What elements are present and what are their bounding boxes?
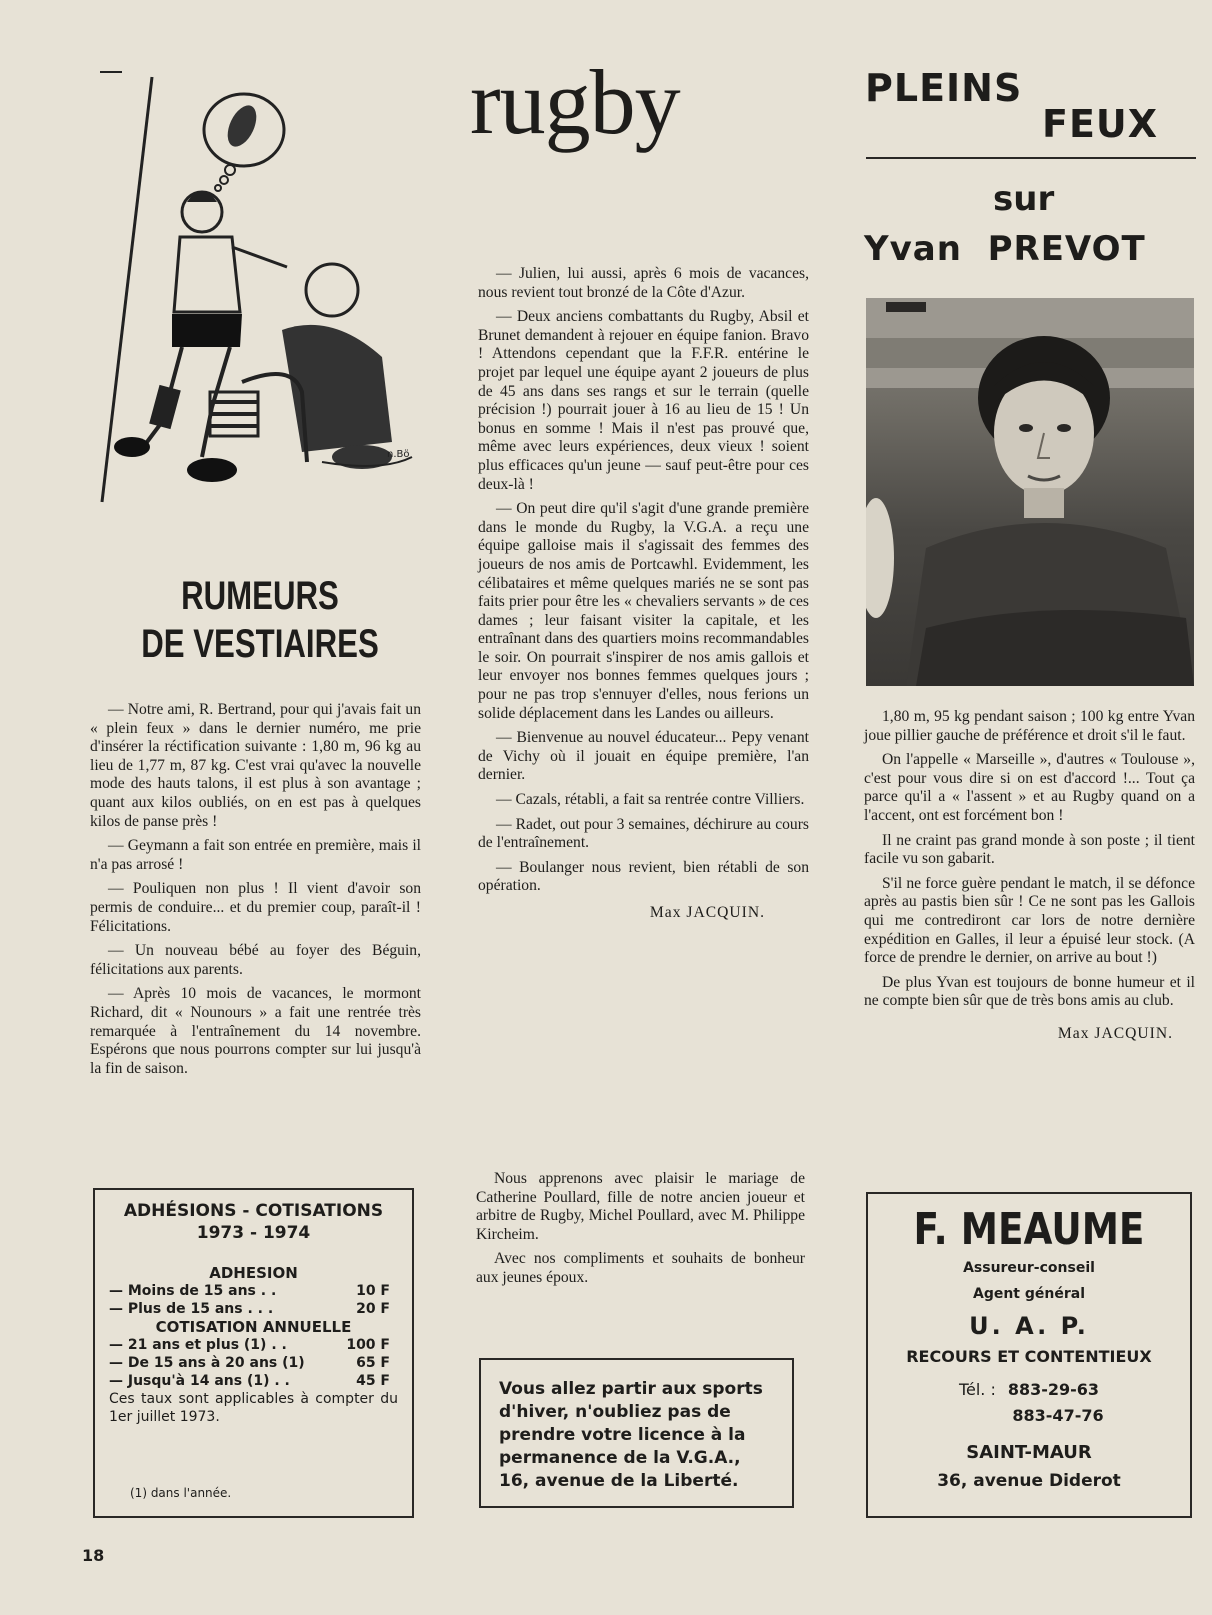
- advertiser-role: Assureur-conseil: [963, 1260, 1095, 1276]
- article-paragraph: — Radet, out pour 3 semaines, déchirure au cours de l'entraînement.: [478, 815, 809, 852]
- adhesion-box: [93, 1188, 414, 1518]
- signature: Max JACQUIN.: [1057, 1024, 1173, 1042]
- pleins-feux-heading: FEUX: [1042, 102, 1159, 146]
- advertiser-address: 36, avenue Diderot: [937, 1471, 1121, 1491]
- section-title: rugby: [470, 51, 680, 153]
- wedding-notice: [476, 1170, 805, 1294]
- winter-sports-notice: Vous allez partir aux sports d'hiver, n'oubliez pas de prendre votre licence à la permanence de la V.G.A., 16, avenue de la Liberté.: [479, 1358, 794, 1508]
- player-name-heading: Yvan PREVOT: [864, 229, 1146, 269]
- article-paragraph: — Julien, lui aussi, après 6 mois de vacances, nous revient tout bronzé de la Côte d'Azur.: [478, 265, 809, 301]
- fee-row: — Plus de 15 ans . . . 20 F: [109, 1301, 390, 1317]
- advertiser-service: RECOURS ET CONTENTIEUX: [906, 1347, 1152, 1366]
- rumeurs-heading: RUMEURS DE VESTIAIRES: [141, 574, 379, 666]
- article-paragraph: 1,80 m, 95 kg pendant saison ; 100 kg entre Yvan joue pillier gauche de préférence et droit s'il le faut.: [864, 708, 1195, 744]
- article-paragraph: — Deux anciens combattants du Rugby, Absil et Brunet demandent à rejouer en équipe fanion. Bravo ! Attendons cependant que la F.F.R. entérine le projet par lequel une équipe ayant 2 joueurs de plus de 45 ans dans ses rangs et sur le terrain (quelle précision !) pourrait jouer à 16 au lieu de 15 ! Un bonus en somme ! Mais il n'est pas prouvé que, même avec leurs expériences, deux vieux ! soient plus efficaces qu'un jeune — sauf peut-être pour ces deux-là !: [478, 308, 809, 493]
- fee-row: — 21 ans et plus (1) . . 100 F: [109, 1337, 390, 1353]
- article-paragraph: — On peut dire qu'il s'agit d'une grande première dans le monde du Rugby, la V.G.A. a reçu une équipe galloise mais il s'agissait des femmes des joueurs de nos amis de Portcawhl. Evidemment, les célibataires et même quelques mariés ne se sont pas faits prier pour être les « chevaliers servants » de ces dames ; leur faisant visiter la capitale, et les entraînant dans des quartiers moins recommandables le soir. On pourrait s'inspirer de nos amis gallois et leur envoyer nos bonnes femmes quelques jours ; pour ne pas trop s'ennuyer d'elles, nous ferions un solide déplacement dans les Landes ou ailleurs.: [478, 500, 809, 722]
- fee-row: — Jusqu'à 14 ans (1) . . 45 F: [109, 1373, 390, 1389]
- adhesion-heading: ADHESION: [209, 1264, 298, 1282]
- article-paragraph: — Cazals, rétabli, a fait sa rentrée contre Villiers.: [496, 791, 805, 809]
- player-photo: [866, 298, 1194, 686]
- player-article: [864, 708, 1195, 1044]
- article-paragraph: On l'appelle « Marseille », d'autres « Toulouse », c'est pour vous dire si on est d'accord !... Tout ça parce qu'il a « l'assent » et au Rugby quand on a l'accent, ont est forcément bon !: [864, 751, 1195, 824]
- rugby-cartoon-illustration: [92, 62, 432, 532]
- adhesion-season: 1973 - 1974: [196, 1223, 311, 1243]
- advertiser-company: U. A. P.: [969, 1312, 1089, 1340]
- fee-row: — De 15 ans à 20 ans (1) 65 F: [109, 1355, 390, 1371]
- fee-row: — Moins de 15 ans . . 10 F: [109, 1283, 390, 1299]
- article-paragraph: — Notre ami, R. Bertrand, pour qui j'avais fait un « plein feux » dans le dernier numéro, me prie d'insérer la réctification suivante : 1,80 m, 96 kg au lieu de 1,77 m, 87 kg. C'est vrai qu'avec la nouvelle mode des hauts talons, il est plus à son avantage ; quant aux kilos oubliés, on en est pas à quelques kilos de panse près !: [90, 701, 421, 830]
- article-paragraph: — Après 10 mois de vacances, le mormont Richard, dit « Nounours » a fait une rentrée très remarquée à l'entraînement du 14 novembre. Espérons que nous pourrons compter sur lui jusqu'à la fin de saison.: [90, 985, 421, 1077]
- middle-article: [478, 265, 809, 923]
- article-paragraph: — Un nouveau bébé au foyer des Béguin, félicitations aux parents.: [90, 942, 421, 978]
- rate-note: Ces taux sont applicables à compter du 1er juillet 1973.: [109, 1391, 398, 1425]
- phone-line: [868, 1377, 1190, 1403]
- signature: Max JACQUIN.: [649, 904, 765, 921]
- player-portrait-image: [866, 298, 1194, 686]
- phone-number: 883-47-76: [1012, 1406, 1104, 1425]
- article-paragraph: — Boulanger nous revient, bien rétabli de son opération.: [478, 858, 809, 895]
- pleins-feux-heading: PLEINS: [865, 66, 1023, 110]
- adhesion-title: ADHÉSIONS - COTISATIONS: [123, 1201, 384, 1221]
- article-paragraph: Nous apprenons avec plaisir le mariage de Catherine Poullard, fille de notre ancien joueur et arbitre de Rugby, Michel Poullard, avec M. Philippe Kircheim.: [476, 1170, 805, 1243]
- footnote: (1) dans l'année.: [130, 1486, 232, 1500]
- svg-text:n.Bö: n.Bö: [387, 449, 410, 460]
- heading-divider: [866, 157, 1196, 159]
- article-paragraph: De plus Yvan est toujours de bonne humeur et il ne compte bien sûr que de très bons amis au club.: [864, 973, 1195, 1010]
- annual-heading: COTISATION ANNUELLE: [155, 1318, 352, 1336]
- phone-line: [868, 1403, 1190, 1429]
- article-paragraph: S'il ne force guère pendant le match, il se défonce après au pastis bien sûr ! Ce ne sont pas les Gallois qui me contrediront car lors de notre dernière expédition en Galles, il leur a épuisé leur stock. (A force de prendre le dernier, on arrive au bout !): [864, 874, 1195, 967]
- advertiser-name: F. MEAUME: [913, 1204, 1145, 1255]
- phone-label: Tél. :: [958, 1380, 996, 1399]
- pleins-feux-heading: sur: [993, 179, 1055, 219]
- article-paragraph: — Bienvenue au nouvel éducateur... Pepy venant de Vichy où il jouait en équipe première, l'an dernier.: [478, 729, 809, 784]
- article-paragraph: — Geymann a fait son entrée en première, mais il n'a pas arrosé !: [90, 837, 421, 873]
- phone-number: 883-29-63: [1007, 1380, 1100, 1399]
- article-paragraph: — Pouliquen non plus ! Il vient d'avoir son permis de conduire... et du premier coup, paraît-il ! Félicitations.: [90, 880, 421, 935]
- article-paragraph: Avec nos compliments et souhaits de bonheur aux jeunes époux.: [476, 1250, 805, 1286]
- page-number: 18: [82, 1546, 105, 1565]
- meaume-advertisement: [866, 1192, 1192, 1518]
- advertiser-city: SAINT-MAUR: [966, 1442, 1092, 1463]
- rumeurs-article: [90, 701, 421, 1084]
- advertiser-role: Agent général: [972, 1286, 1085, 1302]
- article-paragraph: Il ne craint pas grand monde à son poste ; il tient facile vu son gabarit.: [864, 831, 1195, 868]
